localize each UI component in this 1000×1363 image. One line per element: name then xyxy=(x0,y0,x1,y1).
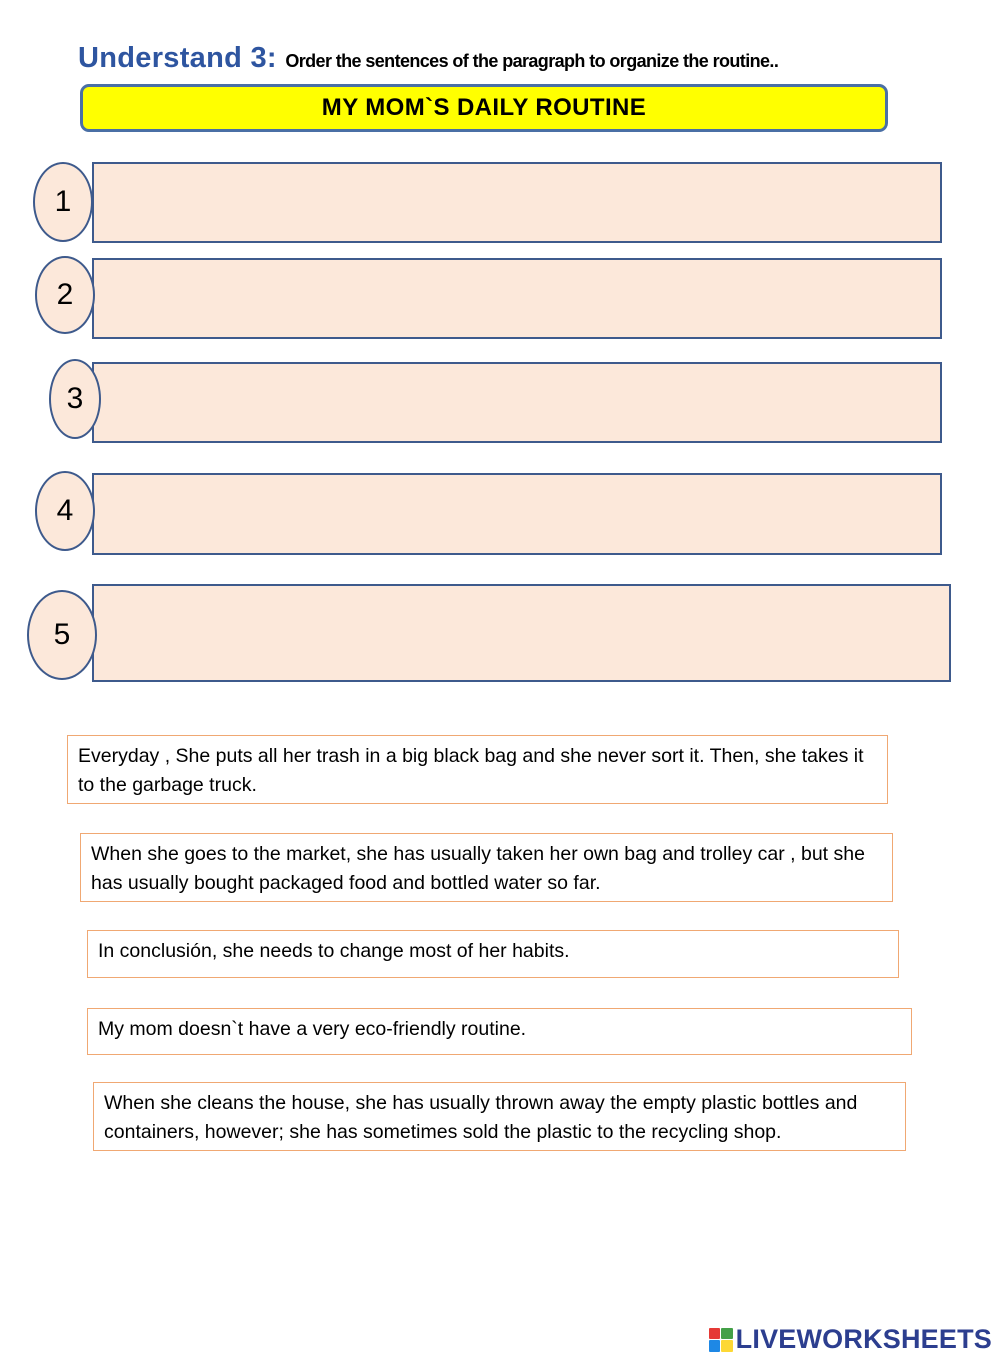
activity-instruction: Order the sentences of the paragraph to organize the routine.. xyxy=(285,51,779,71)
logo-block xyxy=(709,1340,721,1352)
slot-number-5: 5 xyxy=(27,590,97,680)
logo-block xyxy=(709,1328,721,1340)
activity-label: Understand 3: xyxy=(78,42,277,74)
answer-slot-1[interactable] xyxy=(92,162,942,243)
brand-name: LIVEWORKSHEETS xyxy=(735,1324,992,1354)
answer-slot-4[interactable] xyxy=(92,473,942,555)
sentence-card-5[interactable]: When she cleans the house, she has usually thrown away the empty plastic bottles and containers, however; she has sometimes sold the plastic to the recycling shop. xyxy=(93,1082,906,1151)
answer-slot-2[interactable] xyxy=(92,258,942,339)
sentence-card-3[interactable]: In conclusión, she needs to change most of her habits. xyxy=(87,930,899,978)
slot-number-1: 1 xyxy=(33,162,93,242)
sentence-card-4[interactable]: My mom doesn`t have a very eco-friendly routine. xyxy=(87,1008,912,1055)
liveworksheets-logo xyxy=(709,1324,992,1355)
sentence-card-2[interactable]: When she goes to the market, she has usually taken her own bag and trolley car , but she has usually bought packaged food and bottled water so far. xyxy=(80,833,893,902)
slot-number-3: 3 xyxy=(49,359,101,439)
logo-block xyxy=(721,1340,733,1352)
slot-number-2: 2 xyxy=(35,256,95,334)
routine-title: MY MOM`S DAILY ROUTINE xyxy=(321,94,647,121)
sentence-card-1[interactable]: Everyday , She puts all her trash in a big black bag and she never sort it. Then, she takes it to the garbage truck. xyxy=(67,735,888,804)
answer-slot-3[interactable] xyxy=(92,362,942,443)
answer-slot-5[interactable] xyxy=(92,584,951,682)
logo-block xyxy=(721,1328,733,1340)
logo-blocks-icon xyxy=(709,1328,733,1352)
routine-title-banner xyxy=(80,84,888,132)
slot-number-4: 4 xyxy=(35,471,95,551)
instruction-header xyxy=(78,42,778,75)
